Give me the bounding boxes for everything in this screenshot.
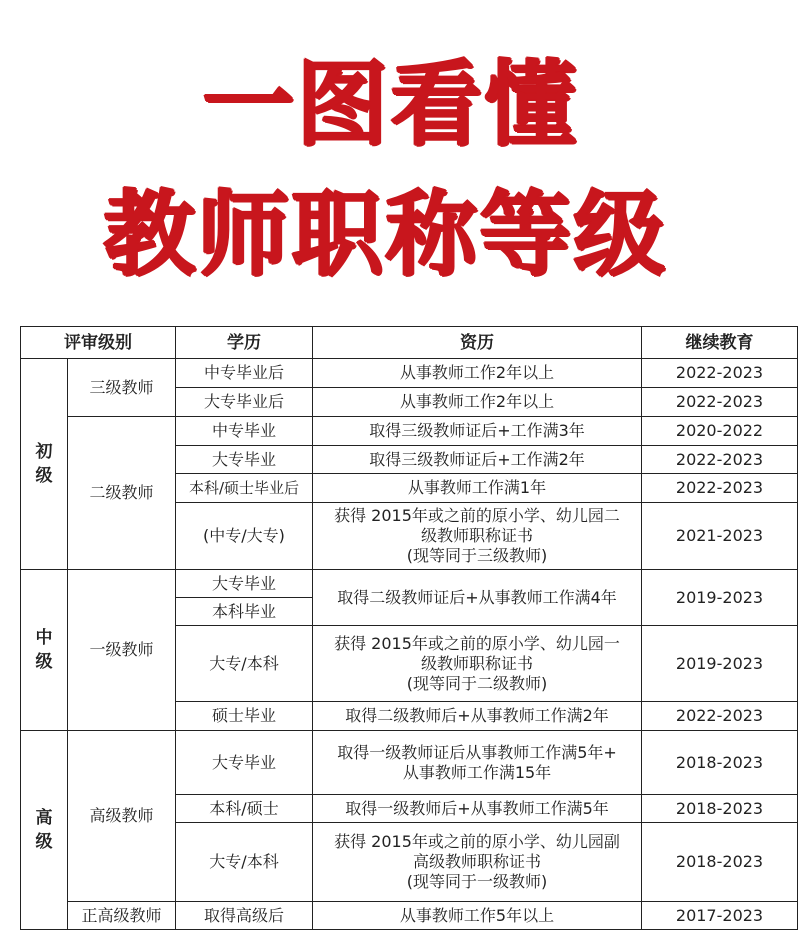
continuing-ed-cell: 2019-2023 <box>642 626 798 702</box>
grade-full-senior: 正高级教师 <box>68 902 176 930</box>
qualification-cell: 取得三级教师证后+工作满3年 <box>313 417 642 446</box>
education-cell: 硕士毕业 <box>176 702 313 731</box>
teacher-title-table <box>20 326 798 930</box>
title-line-2: 教师职称等级 <box>102 181 667 288</box>
table-row <box>21 731 798 795</box>
continuing-ed-cell: 2018-2023 <box>642 731 798 795</box>
education-cell: 本科毕业 <box>176 598 313 626</box>
qualification-cell: 获得 2015年或之前的原小学、幼儿园二 级教师职称证书 (现等同于三级教师) <box>313 503 642 570</box>
grade-2: 二级教师 <box>68 417 176 570</box>
table-row <box>21 570 798 598</box>
qualification-cell: 取得一级教师证后从事教师工作满5年+ 从事教师工作满15年 <box>313 731 642 795</box>
qualification-cell: 取得二级教师证后+从事教师工作满4年 <box>313 570 642 626</box>
continuing-ed-cell: 2022-2023 <box>642 474 798 503</box>
table-row <box>21 359 798 388</box>
qualification-cell: 从事教师工作2年以上 <box>313 359 642 388</box>
header-continuing-ed: 继续教育 <box>642 327 798 359</box>
continuing-ed-cell: 2022-2023 <box>642 702 798 731</box>
header-education: 学历 <box>176 327 313 359</box>
level-junior: 初 级 <box>21 359 68 570</box>
continuing-ed-cell: 2021-2023 <box>642 503 798 570</box>
qualification-cell: 从事教师工作满1年 <box>313 474 642 503</box>
continuing-ed-cell: 2019-2023 <box>642 570 798 626</box>
education-cell: 大专毕业 <box>176 570 313 598</box>
education-cell: 大专毕业 <box>176 446 313 474</box>
qualification-cell: 取得三级教师证后+工作满2年 <box>313 446 642 474</box>
education-cell: 取得高级后 <box>176 902 313 930</box>
continuing-ed-cell: 2020-2022 <box>642 417 798 446</box>
table-row <box>21 902 798 930</box>
continuing-ed-cell: 2018-2023 <box>642 823 798 902</box>
continuing-ed-cell: 2022-2023 <box>642 359 798 388</box>
education-cell: 大专毕业 <box>176 731 313 795</box>
qualification-cell: 取得二级教师后+从事教师工作满2年 <box>313 702 642 731</box>
table-row <box>21 417 798 446</box>
continuing-ed-cell: 2022-2023 <box>642 388 798 417</box>
qualification-cell: 取得一级教师后+从事教师工作满5年 <box>313 795 642 823</box>
level-middle: 中 级 <box>21 570 68 731</box>
qualification-cell: 从事教师工作2年以上 <box>313 388 642 417</box>
qualification-cell: 获得 2015年或之前的原小学、幼儿园一 级教师职称证书 (现等同于二级教师) <box>313 626 642 702</box>
education-cell: 中专毕业后 <box>176 359 313 388</box>
continuing-ed-cell: 2017-2023 <box>642 902 798 930</box>
qualification-cell: 获得 2015年或之前的原小学、幼儿园副 高级教师职称证书 (现等同于一级教师) <box>313 823 642 902</box>
header-level: 评审级别 <box>21 327 176 359</box>
education-cell: 大专/本科 <box>176 823 313 902</box>
continuing-ed-cell: 2022-2023 <box>642 446 798 474</box>
grade-3: 三级教师 <box>68 359 176 417</box>
continuing-ed-cell: 2018-2023 <box>642 795 798 823</box>
education-cell: 本科/硕士 <box>176 795 313 823</box>
grade-senior: 高级教师 <box>68 731 176 902</box>
header-qualification: 资历 <box>313 327 642 359</box>
table-header-row <box>21 327 798 359</box>
education-cell: 大专毕业后 <box>176 388 313 417</box>
education-cell: (中专/大专) <box>176 503 313 570</box>
grade-1: 一级教师 <box>68 570 176 731</box>
education-cell: 中专毕业 <box>176 417 313 446</box>
title-line-1: 一图看懂 <box>201 51 578 158</box>
education-cell: 本科/硕士毕业后 <box>176 474 313 503</box>
level-senior: 高 级 <box>21 731 68 930</box>
qualification-cell: 从事教师工作5年以上 <box>313 902 642 930</box>
education-cell: 大专/本科 <box>176 626 313 702</box>
